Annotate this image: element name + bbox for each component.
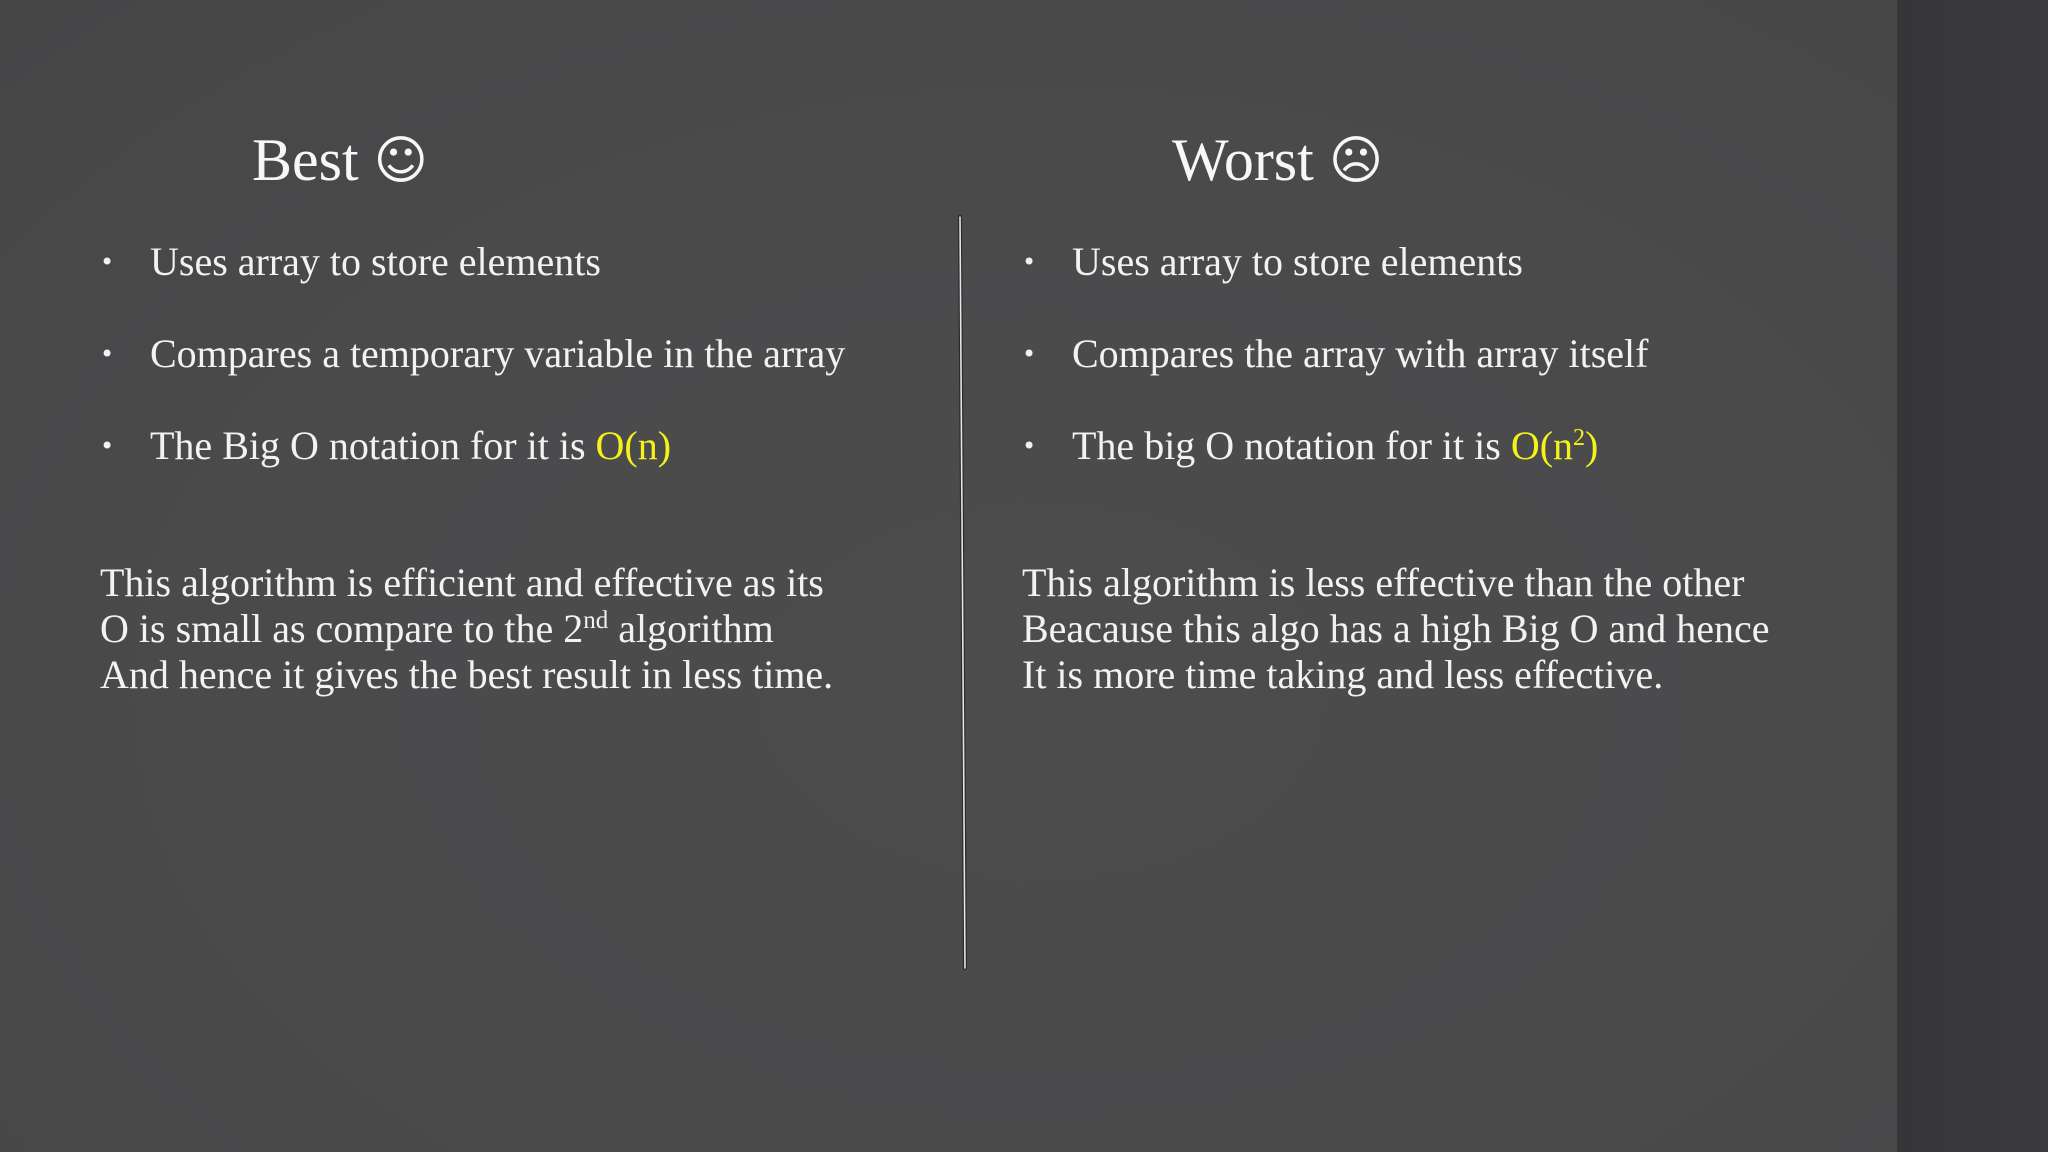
- complexity-close: ): [1585, 423, 1599, 468]
- list-item: [1022, 416, 1882, 508]
- heading-worst: [1172, 120, 1383, 201]
- best-summary-paragraph: [100, 560, 833, 698]
- list-item: [100, 324, 960, 416]
- complexity-highlight: [1511, 423, 1599, 468]
- bullet-text: Uses array to store elements: [150, 239, 601, 284]
- list-item: [1022, 232, 1882, 324]
- bullet-icon: •: [100, 432, 115, 460]
- bullet-text: Uses array to store elements: [1072, 239, 1523, 284]
- worst-bullet-list: [1022, 232, 1882, 508]
- summary-line: It is more time taking and less effective.: [1022, 652, 1664, 697]
- bullet-icon: •: [1022, 340, 1037, 368]
- list-item: [1022, 324, 1882, 416]
- summary-line: This algorithm is less effective than the other: [1022, 560, 1745, 605]
- bullet-icon: •: [1022, 248, 1037, 276]
- bullet-text: Compares a temporary variable in the array: [150, 331, 846, 376]
- complexity-highlight: O(n): [595, 423, 672, 468]
- summary-line: And hence it gives the best result in less time.: [100, 652, 834, 697]
- bullet-icon: •: [1022, 432, 1037, 460]
- smiley-icon: ☺: [373, 131, 428, 191]
- heading-best: [252, 120, 428, 201]
- summary-line: This algorithm is efficient and effective as its: [100, 560, 824, 605]
- bullet-text: The Big O notation for it is: [150, 423, 596, 468]
- best-bullet-list: [100, 232, 960, 508]
- summary-line: algorithm: [608, 606, 774, 651]
- summary-line: O is small as compare to the 2: [100, 606, 584, 651]
- list-item: [100, 416, 960, 508]
- complexity-exponent: 2: [1573, 425, 1586, 451]
- bullet-icon: •: [100, 248, 115, 276]
- bullet-text: The big O notation for it is: [1072, 423, 1511, 468]
- heading-worst-label: Worst: [1172, 127, 1314, 193]
- ordinal-suffix: nd: [583, 607, 609, 634]
- heading-best-label: Best: [252, 127, 359, 193]
- list-item: [100, 232, 960, 324]
- summary-line: Beacause this algo has a high Big O and hence: [1022, 606, 1770, 651]
- frowning-face-icon: ☹: [1328, 131, 1384, 191]
- column-divider: [955, 215, 969, 970]
- slide-side-band: [1897, 0, 2048, 1152]
- bullet-text: Compares the array with array itself: [1072, 331, 1649, 376]
- worst-summary-paragraph: [1022, 560, 1770, 698]
- bullet-icon: •: [100, 340, 115, 368]
- complexity-base: O(n: [1510, 423, 1574, 468]
